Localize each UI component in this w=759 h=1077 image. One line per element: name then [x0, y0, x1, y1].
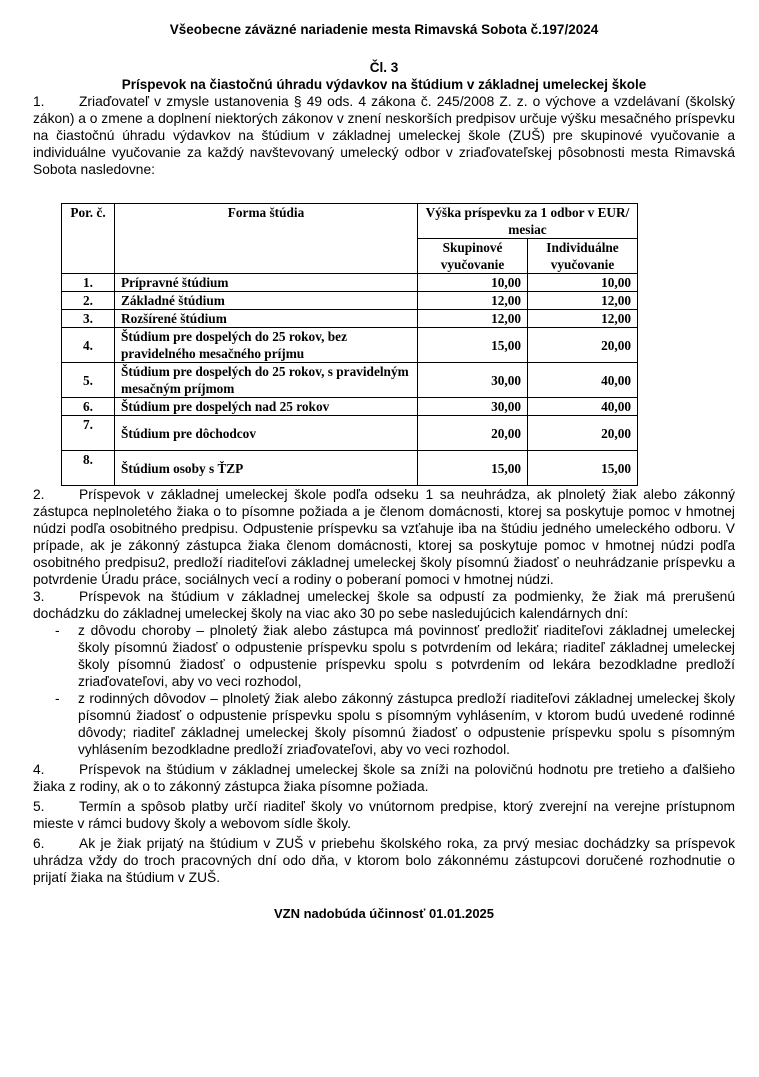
row-group-amount: 12,00	[418, 292, 528, 310]
paragraph-number: 3.	[33, 589, 45, 604]
row-individual-amount: 12,00	[528, 310, 638, 328]
list-item	[33, 690, 735, 758]
paragraph-text: Termín a spôsob platby určí riaditeľ školy vo vnútornom predpise, ktorý zverejní na verejne prístupnom mieste v rámci budovy školy a webovom sídle školy.	[33, 799, 735, 831]
paragraph-3	[33, 588, 735, 622]
table-row	[62, 274, 638, 292]
row-number: 3.	[62, 310, 115, 328]
row-number: 7.	[62, 416, 115, 451]
row-number: 8.	[62, 451, 115, 486]
paragraph-6	[33, 835, 735, 886]
row-form: Štúdium pre dospelých do 25 rokov, s pravidelným mesačným príjmom	[115, 363, 418, 398]
paragraph-number: 4.	[33, 762, 45, 777]
dash-bullet: -	[55, 623, 60, 638]
table-row	[62, 451, 638, 486]
paragraph-text: Zriaďovateľ v zmysle ustanovenia § 49 ods. 4 zákona č. 245/2008 Z. z. o výchove a vzdelávaní (školský zákon) a o zmene a doplnení niektorých zákonov v znení neskorších predpisov určuje výšku mesačného príspevku na čiastočnú úhradu výdavkov na štúdium v základnej umeleckej škole (ZUŠ) pre skupinové vyučovanie a individuálne vyučovanie za každý navštevovaný umelecký odbor v zriaďovateľskej pôsobnosti mesta Rimavská Sobota nasledovne:	[33, 94, 735, 177]
row-group-amount: 10,00	[418, 274, 528, 292]
condition-list	[33, 622, 735, 758]
row-group-amount: 12,00	[418, 310, 528, 328]
row-number: 1.	[62, 274, 115, 292]
row-individual-amount: 12,00	[528, 292, 638, 310]
row-form: Štúdium pre dospelých nad 25 rokov	[115, 398, 418, 416]
paragraph-text: Ak je žiak prijatý na štúdium v ZUŠ v priebehu školského roka, za prvý mesiac dochádzky sa príspevok uhrádza vždy do troch pracovných dní odo dňa, v ktorom bolo zákonnému zástupcovi doručené rozhodnutie o prijatí žiaka na štúdium v ZUŠ.	[33, 836, 735, 885]
row-individual-amount: 20,00	[528, 416, 638, 451]
list-item	[33, 622, 735, 690]
paragraph-number: 5.	[33, 799, 45, 814]
document-title: Všeobecne záväzné nariadenie mesta Rimavská Sobota č.197/2024	[169, 22, 599, 37]
row-number: 6.	[62, 398, 115, 416]
paragraph-text: Príspevok v základnej umeleckej škole podľa odseku 1 sa neuhrádza, ak plnoletý žiak alebo zákonný zástupca neplnoletého žiaka o to písomne požiada a je členom domácnosti, ktorej sa poskytuje pomoc v hmotnej núdzi podľa osobitného predpisu. Odpustenie príspevku sa vzťahuje iba na štúdiu jedného umeleckého odboru. V prípade, ak je zákonný zástupca žiaka členom domácnosti, ktorej sa poskytuje pomoc v hmotnej núdzi podľa osobitného predpisu2, predloží riaditeľovi základnej umeleckej školy písomnú žiadosť o neuhrádzanie príspevku a potvrdenie Úradu práce, sociálnych vecí a rodiny o poberaní pomoci v hmotnej núdzi.	[33, 487, 735, 587]
row-individual-amount: 20,00	[528, 328, 638, 363]
row-number: 4.	[62, 328, 115, 363]
article-number: Čl. 3	[369, 60, 399, 75]
row-individual-amount: 40,00	[528, 363, 638, 398]
paragraph-number: 1.	[33, 94, 45, 109]
col-header-individual: Individuálne vyučovanie	[528, 239, 638, 274]
table-row	[62, 310, 638, 328]
table-row	[62, 398, 638, 416]
paragraph-1	[33, 93, 735, 178]
list-item-text: z dôvodu choroby – plnoletý žiak alebo zástupca má povinnosť predložiť riaditeľovi základnej umeleckej školy písomnú žiadosť o odpustenie príspevku spolu s potvrdením od lekára; riaditeľ základnej umeleckej školy písomnú žiadosť o odpustenie príspevku spolu s potvrdením od lekára bezodkladne predloží zriaďovateľovi, aby vo veci rozhodol,	[78, 623, 735, 689]
table-row	[62, 292, 638, 310]
fee-table	[61, 203, 638, 486]
paragraph-text: Príspevok na štúdium v základnej umeleckej škole sa odpustí za podmienky, že žiak má prerušenú dochádzku do základnej umeleckej školy na viac ako 30 po sebe nasledujúcich kalendárnych dní:	[33, 589, 735, 621]
col-header-number: Por. č.	[62, 204, 115, 274]
table-row	[62, 416, 638, 451]
col-header-group: Skupinové vyučovanie	[418, 239, 528, 274]
row-individual-amount: 40,00	[528, 398, 638, 416]
row-group-amount: 30,00	[418, 398, 528, 416]
row-individual-amount: 10,00	[528, 274, 638, 292]
row-form: Základné štúdium	[115, 292, 418, 310]
table-row	[62, 328, 638, 363]
row-number: 2.	[62, 292, 115, 310]
row-group-amount: 30,00	[418, 363, 528, 398]
paragraph-5	[33, 798, 735, 832]
document-page	[33, 20, 735, 921]
row-form: Prípravné štúdium	[115, 274, 418, 292]
paragraph-2	[33, 486, 735, 588]
paragraph-4	[33, 761, 735, 795]
row-individual-amount: 15,00	[528, 451, 638, 486]
col-header-amount: Výška príspevku za 1 odbor v EUR/ mesiac	[418, 204, 638, 239]
article-title: Príspevok na čiastočnú úhradu výdavkov na štúdium v základnej umeleckej škole	[121, 77, 647, 92]
row-group-amount: 15,00	[418, 328, 528, 363]
list-item-text: z rodinných dôvodov – plnoletý žiak alebo zákonný zástupca predloží riaditeľovi základnej umeleckej školy písomnú žiadosť o odpustenie príspevku spolu s písomným vyhlásením, v ktorom budú uvedené rodinné dôvody; riaditeľ základnej umeleckej školy písomnú žiadosť o odpustenie príspevku spolu s písomným vyhlásením bezodkladne predloží zriaďovateľovi, aby vo veci rozhodol.	[78, 691, 735, 757]
paragraph-text: Príspevok na štúdium v základnej umeleckej škole sa zníži na polovičnú hodnotu pre tretieho a ďalšieho žiaka z rodiny, ak o to zákonný zástupca žiaka písomne požiada.	[33, 762, 735, 794]
row-form: Štúdium pre dospelých do 25 rokov, bez pravidelného mesačného príjmu	[115, 328, 418, 363]
paragraph-number: 2.	[33, 487, 45, 502]
col-header-form: Forma štúdia	[115, 204, 418, 274]
row-form: Rozšírené štúdium	[115, 310, 418, 328]
row-form: Štúdium osoby s ŤZP	[115, 451, 418, 486]
table-row	[62, 363, 638, 398]
effective-date-note: VZN nadobúda účinnosť 01.01.2025	[273, 906, 495, 921]
dash-bullet: -	[55, 691, 60, 706]
row-group-amount: 20,00	[418, 416, 528, 451]
row-group-amount: 15,00	[418, 451, 528, 486]
row-number: 5.	[62, 363, 115, 398]
row-form: Štúdium pre dôchodcov	[115, 416, 418, 451]
paragraph-number: 6.	[33, 836, 45, 851]
